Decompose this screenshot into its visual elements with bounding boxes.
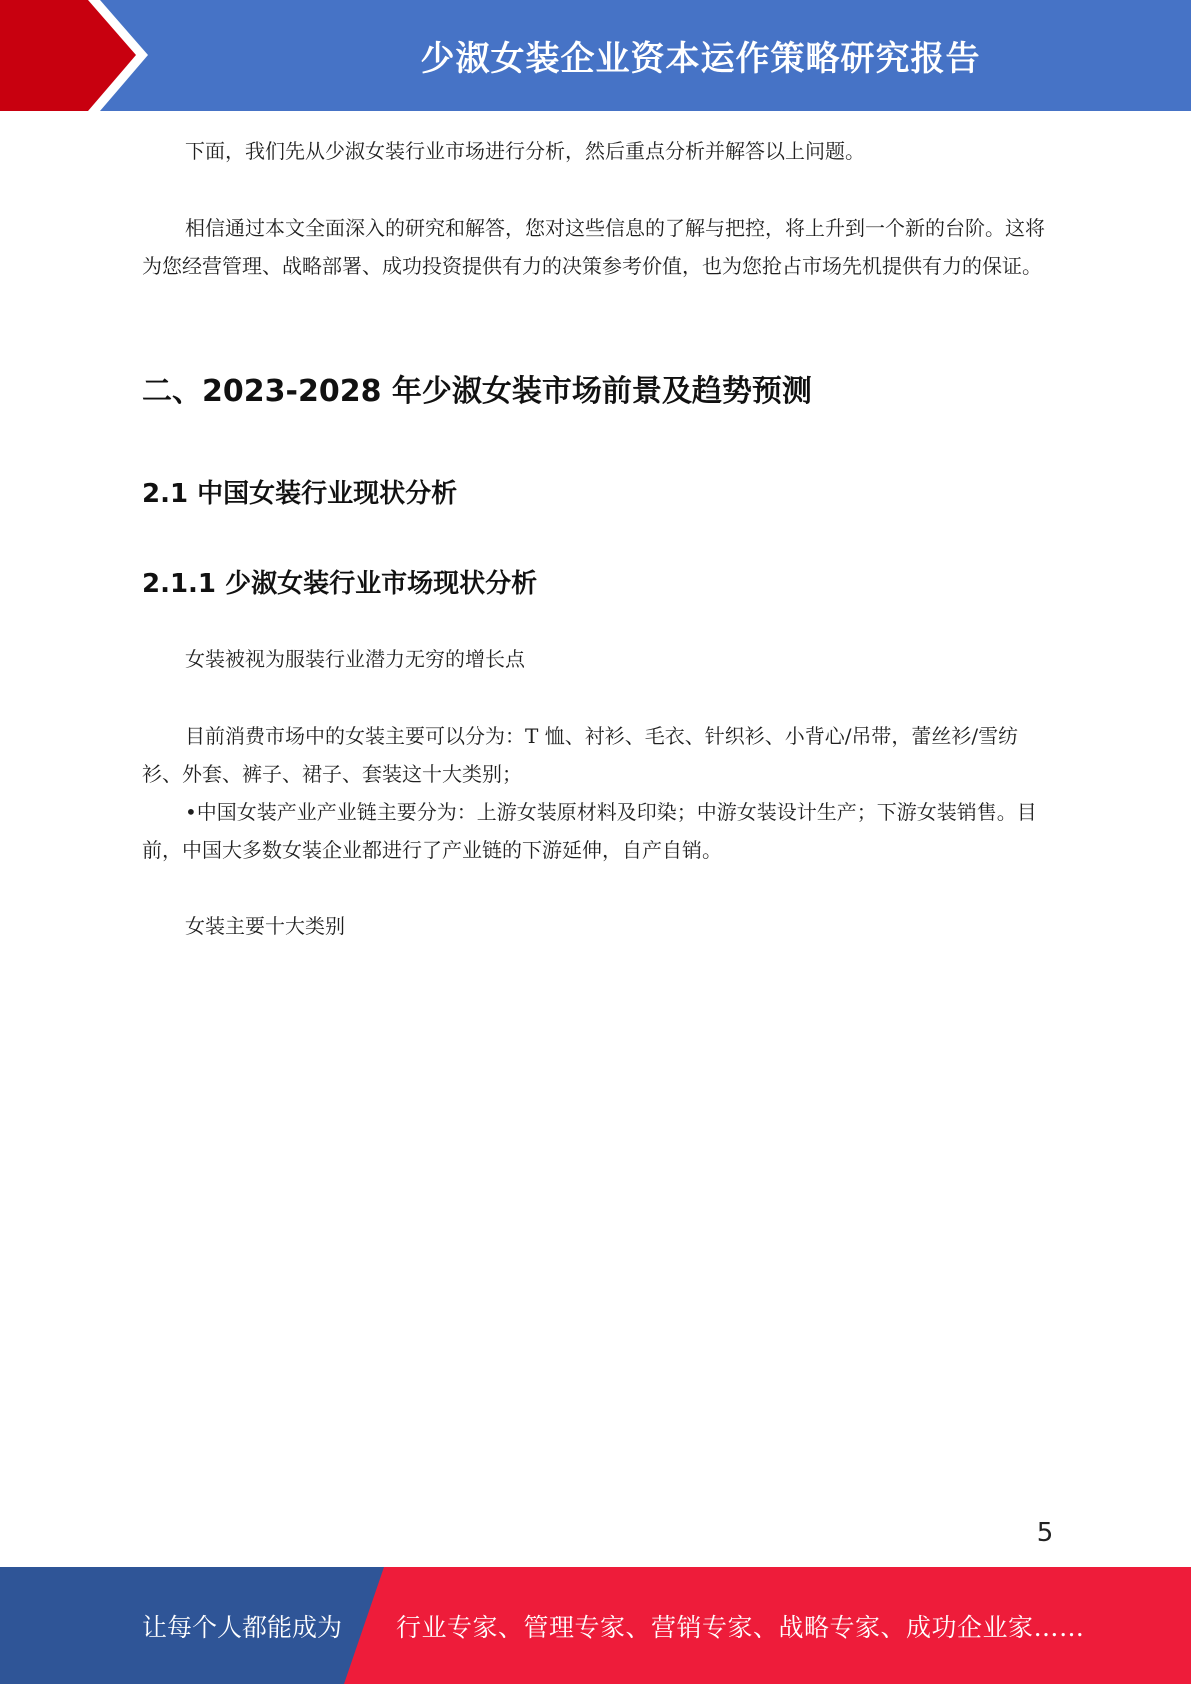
footer-slogan-right: 行业专家、管理专家、营销专家、战略专家、成功企业家…… (396, 1612, 1085, 1642)
categories-paragraph: 目前消费市场中的女装主要可以分为：T 恤、衬衫、毛衣、针织衫、小背心/吊带，蕾丝衫/雪纺衫、外套、裤子、裙子、套装这十大类别； (142, 724, 1019, 786)
subsubsection-heading: 2.1.1 少淑女装行业市场现状分析 (142, 569, 538, 599)
growth-point-paragraph: 女装被视为服装行业潜力无穷的增长点 (185, 647, 525, 671)
page-number: 5 (1036, 1518, 1054, 1548)
value-paragraph: 相信通过本文全面深入的研究和解答，您对这些信息的了解与把控，将上升到一个新的台阶。这将为您经营管理、战略部署、成功投资提供有力的决策参考价值，也为您抢占市场先机提供有力的保证。 (142, 216, 1045, 278)
header-banner (0, 0, 1191, 111)
report-title: 少淑女装企业资本运作策略研究报告 (420, 39, 981, 79)
figure-caption: 女装主要十大类别 (185, 914, 345, 938)
industry-chain-paragraph: •中国女装产业产业链主要分为：上游女装原材料及印染；中游女装设计生产；下游女装销售。目前，中国大多数女装企业都进行了产业链的下游延伸，自产自销。 (142, 800, 1037, 862)
footer-banner (0, 1567, 1191, 1684)
footer-slogan-left: 让每个人都能成为 (142, 1612, 343, 1642)
intro-paragraph: 下面，我们先从少淑女装行业市场进行分析，然后重点分析并解答以上问题。 (185, 139, 865, 163)
section-heading: 二、2023-2028 年少淑女装市场前景及趋势预测 (142, 374, 812, 409)
subsection-heading: 2.1 中国女装行业现状分析 (142, 479, 458, 509)
